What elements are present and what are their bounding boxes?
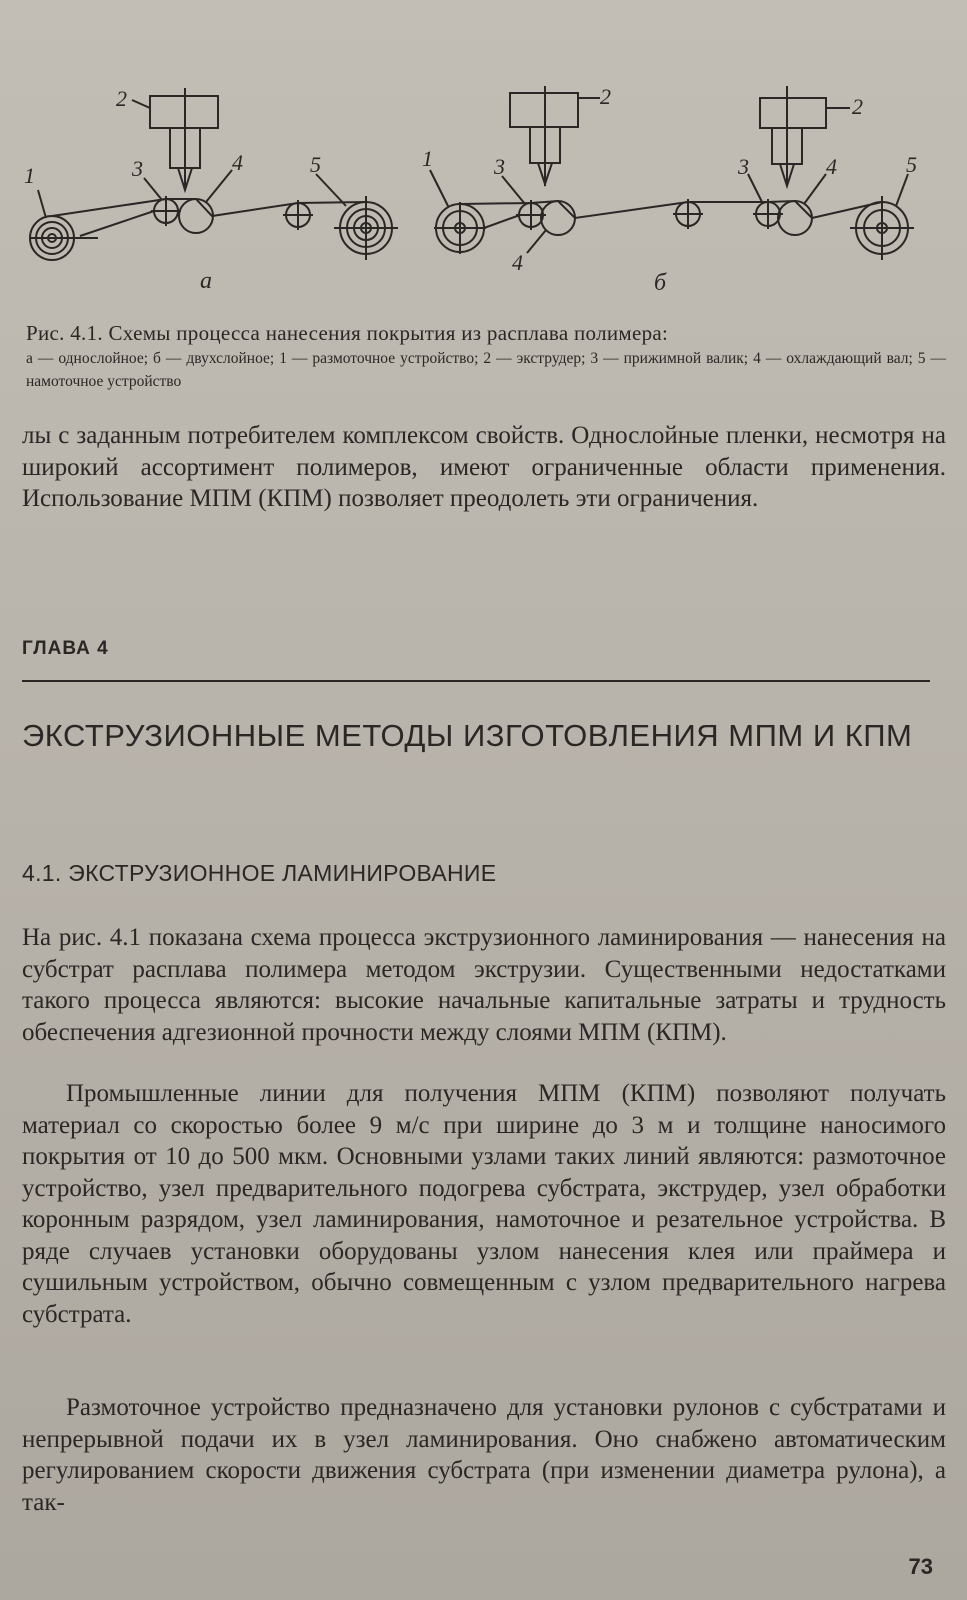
paragraph-2: Промышленные линии для получения МПМ (КПМ) позволяют получать материал со скоростью более 9 м/с при ширине до 3 м и толщине наносимого покрытия от 10 до 500 мкм. Основными узлами таких линий являются: размоточное устройство, узел предварительного подогрева субстрата, экструдер, узел обработки коронным разрядом, узел ламинирования, намоточное и резательное устройства. В ряде случаев установки оборудованы узлом нанесения клея или праймера и сушильным устройством, обычно совмещенным с узлом предварительного нагрева субстрата. (22, 1080, 946, 1328)
paragraph-3: Размоточное устройство предназначено для установки рулонов с субстратами и непрерывной подачи их в узел ламинирования. Оно снабжено автоматическим регулированием скорости движения субстрата (при изменении диаметра рулона), а так- (22, 1394, 946, 1516)
panel-label-a: а (200, 268, 212, 294)
chill-roll-a (179, 199, 213, 233)
label-c-2: 2 (852, 94, 863, 119)
chapter-title: ЭКСТРУЗИОННЫЕ МЕТОДЫ ИЗГОТОВЛЕНИЯ МПМ И КПМ (22, 718, 913, 753)
chill-roll-b (541, 201, 575, 235)
label-c-5: 5 (906, 152, 917, 177)
label-a-4: 4 (232, 150, 243, 175)
label-c-4: 4 (826, 154, 837, 179)
chapter-label: ГЛАВА 4 (22, 638, 109, 659)
label-b-4: 4 (512, 250, 523, 275)
label-b-3: 3 (494, 154, 505, 179)
label-b-1: 1 (422, 146, 433, 171)
figure-caption-legend: а — однослойное; б — двухслойное; 1 — размоточное устройство; 2 — экструдер; 3 — прижимной валик; 4 — охлаждающий вал; 5 — намоточное устройство (26, 350, 946, 390)
extruder-c-body (760, 98, 826, 128)
figure-4-1 (20, 78, 950, 308)
chapter-divider (22, 680, 930, 682)
lamination-scheme-diagram (20, 78, 950, 308)
paragraph-1: На рис. 4.1 показана схема процесса экструзионного ламинирования — нанесения на субстрат расплава полимера методом экструзии. Существенными недостатками такого процесса являются: высокие начальные капитальные затраты и трудность обеспечения адгезионной прочности между слоями МПМ (КПМ). (22, 924, 946, 1046)
label-a-5: 5 (310, 152, 321, 177)
label-c-3: 3 (738, 154, 749, 179)
figure-caption-lead: Рис. 4.1. Схемы процесса нанесения покрытия из расплава полимера: (26, 321, 669, 345)
figure-caption (26, 322, 946, 393)
label-a-2: 2 (116, 86, 127, 111)
chill-roll-c (778, 201, 812, 235)
label-b-2: 2 (600, 84, 611, 109)
panel-label-b: б (654, 270, 667, 296)
page-number: 73 (908, 1554, 933, 1579)
label-a-1: 1 (24, 163, 35, 188)
intro-paragraph: лы с заданным потребителем комплексом свойств. Однослойные пленки, несмотря на широкий ассортимент полимеров, имеют ограниченные области применения. Использование МПМ (КПМ) позволяет преодолеть эти ограничения. (22, 422, 946, 512)
label-a-3: 3 (132, 156, 143, 181)
section-title: 4.1. ЭКСТРУЗИОННОЕ ЛАМИНИРОВАНИЕ (22, 860, 497, 886)
